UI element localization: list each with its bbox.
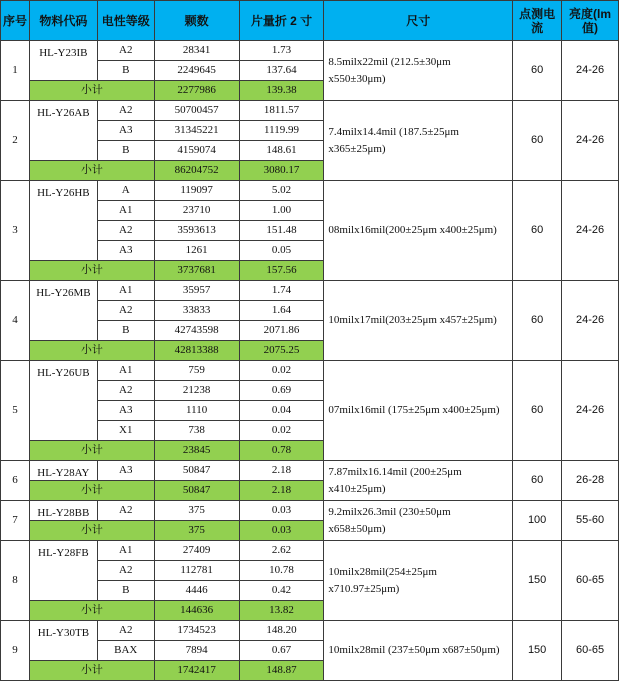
brightness-cell: 24-26 — [562, 361, 619, 461]
count-cell: 4159074 — [154, 141, 239, 161]
equiv-cell: 0.69 — [239, 381, 324, 401]
subtotal-label: 小计 — [29, 521, 154, 541]
equiv-cell: 0.67 — [239, 641, 324, 661]
brightness-cell: 26-28 — [562, 461, 619, 501]
table-row — [1, 181, 619, 201]
subtotal-equiv: 13.82 — [239, 601, 324, 621]
grade-cell: A3 — [97, 241, 154, 261]
subtotal-count: 23845 — [154, 441, 239, 461]
brightness-cell: 60-65 — [562, 621, 619, 681]
grade-cell: A3 — [97, 461, 154, 481]
subtotal-count: 2277986 — [154, 81, 239, 101]
equiv-cell: 1119.99 — [239, 121, 324, 141]
header-brightness: 亮度(lm值) — [562, 1, 619, 41]
size-cell: 10milx17mil(203±25μm x457±25μm) — [324, 281, 513, 361]
grade-cell: BAX — [97, 641, 154, 661]
equiv-cell: 0.02 — [239, 361, 324, 381]
material-code-cell: HL-Y28FB — [29, 541, 97, 601]
size-cell: 07milx16mil (175±25μm x400±25μm) — [324, 361, 513, 461]
subtotal-label: 小计 — [29, 261, 154, 281]
grade-cell: A2 — [97, 221, 154, 241]
size-cell: 7.4milx14.4mil (187.5±25μm x365±25μm) — [324, 101, 513, 181]
equiv-cell: 2.18 — [239, 461, 324, 481]
count-cell: 35957 — [154, 281, 239, 301]
equiv-cell: 0.04 — [239, 401, 324, 421]
equiv-cell: 151.48 — [239, 221, 324, 241]
current-cell: 60 — [513, 101, 562, 181]
header-current: 点测电流 — [513, 1, 562, 41]
current-cell: 60 — [513, 461, 562, 501]
count-cell: 738 — [154, 421, 239, 441]
header-row — [1, 1, 619, 41]
table-row — [1, 461, 619, 481]
seq-cell: 8 — [1, 541, 30, 621]
header-size: 尺寸 — [324, 1, 513, 41]
current-cell: 150 — [513, 541, 562, 621]
size-cell: 8.5milx22mil (212.5±30μm x550±30μm) — [324, 41, 513, 101]
count-cell: 759 — [154, 361, 239, 381]
count-cell: 7894 — [154, 641, 239, 661]
brightness-cell: 60-65 — [562, 541, 619, 621]
grade-cell: B — [97, 141, 154, 161]
grade-cell: A3 — [97, 401, 154, 421]
table-row — [1, 101, 619, 121]
count-cell: 119097 — [154, 181, 239, 201]
count-cell: 375 — [154, 501, 239, 521]
size-cell: 9.2milx26.3mil (230±50μm x658±50μm) — [324, 501, 513, 541]
count-cell: 1261 — [154, 241, 239, 261]
subtotal-count: 50847 — [154, 481, 239, 501]
material-code-cell: HL-Y26UB — [29, 361, 97, 441]
grade-cell: A1 — [97, 281, 154, 301]
grade-cell: A2 — [97, 41, 154, 61]
seq-cell: 5 — [1, 361, 30, 461]
subtotal-count: 144636 — [154, 601, 239, 621]
brightness-cell: 24-26 — [562, 41, 619, 101]
grade-cell: A2 — [97, 101, 154, 121]
grade-cell: A — [97, 181, 154, 201]
subtotal-equiv: 157.56 — [239, 261, 324, 281]
count-cell: 42743598 — [154, 321, 239, 341]
material-code-cell: HL-Y28BB — [29, 501, 97, 521]
equiv-cell: 137.64 — [239, 61, 324, 81]
subtotal-count: 1742417 — [154, 661, 239, 681]
subtotal-label: 小计 — [29, 341, 154, 361]
equiv-cell: 148.61 — [239, 141, 324, 161]
subtotal-label: 小计 — [29, 441, 154, 461]
subtotal-count: 86204752 — [154, 161, 239, 181]
brightness-cell: 24-26 — [562, 181, 619, 281]
table-row — [1, 541, 619, 561]
header-seq: 序号 — [1, 1, 30, 41]
seq-cell: 4 — [1, 281, 30, 361]
subtotal-count: 3737681 — [154, 261, 239, 281]
subtotal-equiv: 2.18 — [239, 481, 324, 501]
count-cell: 27409 — [154, 541, 239, 561]
equiv-cell: 0.02 — [239, 421, 324, 441]
equiv-cell: 0.05 — [239, 241, 324, 261]
grade-cell: A3 — [97, 121, 154, 141]
table-row — [1, 41, 619, 61]
seq-cell: 1 — [1, 41, 30, 101]
size-cell: 7.87milx16.14mil (200±25μm x410±25μm) — [324, 461, 513, 501]
count-cell: 31345221 — [154, 121, 239, 141]
subtotal-equiv: 2075.25 — [239, 341, 324, 361]
table-row — [1, 281, 619, 301]
current-cell: 100 — [513, 501, 562, 541]
subtotal-label: 小计 — [29, 81, 154, 101]
current-cell: 60 — [513, 41, 562, 101]
seq-cell: 6 — [1, 461, 30, 501]
count-cell: 50700457 — [154, 101, 239, 121]
grade-cell: X1 — [97, 421, 154, 441]
subtotal-count: 375 — [154, 521, 239, 541]
grade-cell: B — [97, 321, 154, 341]
grade-cell: A2 — [97, 301, 154, 321]
current-cell: 60 — [513, 361, 562, 461]
count-cell: 1110 — [154, 401, 239, 421]
subtotal-equiv: 0.78 — [239, 441, 324, 461]
grade-cell: A2 — [97, 501, 154, 521]
brightness-cell: 24-26 — [562, 101, 619, 181]
grade-cell: A2 — [97, 381, 154, 401]
material-code-cell: HL-Y23IB — [29, 41, 97, 81]
equiv-cell: 0.42 — [239, 581, 324, 601]
header-equiv: 片量折 2 寸 — [239, 1, 324, 41]
subtotal-label: 小计 — [29, 481, 154, 501]
equiv-cell: 2.62 — [239, 541, 324, 561]
count-cell: 4446 — [154, 581, 239, 601]
grade-cell: A1 — [97, 361, 154, 381]
table-row — [1, 361, 619, 381]
subtotal-label: 小计 — [29, 601, 154, 621]
material-code-cell: HL-Y26HB — [29, 181, 97, 261]
current-cell: 60 — [513, 181, 562, 281]
seq-cell: 2 — [1, 101, 30, 181]
subtotal-count: 42813388 — [154, 341, 239, 361]
material-code-cell: HL-Y30TB — [29, 621, 97, 661]
seq-cell: 3 — [1, 181, 30, 281]
subtotal-equiv: 0.03 — [239, 521, 324, 541]
grade-cell: A2 — [97, 621, 154, 641]
table-row — [1, 501, 619, 521]
count-cell: 2249645 — [154, 61, 239, 81]
count-cell: 28341 — [154, 41, 239, 61]
material-code-cell: HL-Y28AY — [29, 461, 97, 481]
equiv-cell: 0.03 — [239, 501, 324, 521]
brightness-cell: 55-60 — [562, 501, 619, 541]
brightness-cell: 24-26 — [562, 281, 619, 361]
subtotal-equiv: 3080.17 — [239, 161, 324, 181]
material-code-cell: HL-Y26AB — [29, 101, 97, 161]
count-cell: 23710 — [154, 201, 239, 221]
count-cell: 3593613 — [154, 221, 239, 241]
equiv-cell: 1.74 — [239, 281, 324, 301]
equiv-cell: 148.20 — [239, 621, 324, 641]
grade-cell: B — [97, 61, 154, 81]
count-cell: 1734523 — [154, 621, 239, 641]
header-grade: 电性等级 — [97, 1, 154, 41]
grade-cell: A2 — [97, 561, 154, 581]
equiv-cell: 1.64 — [239, 301, 324, 321]
grade-cell: B — [97, 581, 154, 601]
header-count: 颗数 — [154, 1, 239, 41]
count-cell: 50847 — [154, 461, 239, 481]
equiv-cell: 1811.57 — [239, 101, 324, 121]
current-cell: 60 — [513, 281, 562, 361]
subtotal-label: 小计 — [29, 161, 154, 181]
grade-cell: A1 — [97, 541, 154, 561]
subtotal-label: 小计 — [29, 661, 154, 681]
table-row — [1, 621, 619, 641]
header-code: 物料代码 — [29, 1, 97, 41]
equiv-cell: 10.78 — [239, 561, 324, 581]
equiv-cell: 5.02 — [239, 181, 324, 201]
seq-cell: 7 — [1, 501, 30, 541]
count-cell: 112781 — [154, 561, 239, 581]
equiv-cell: 1.00 — [239, 201, 324, 221]
current-cell: 150 — [513, 621, 562, 681]
size-cell: 10milx28mil(254±25μm x710.97±25μm) — [324, 541, 513, 621]
equiv-cell: 2071.86 — [239, 321, 324, 341]
count-cell: 33833 — [154, 301, 239, 321]
count-cell: 21238 — [154, 381, 239, 401]
grade-cell: A1 — [97, 201, 154, 221]
subtotal-equiv: 148.87 — [239, 661, 324, 681]
subtotal-equiv: 139.38 — [239, 81, 324, 101]
table-body — [1, 1, 619, 681]
equiv-cell: 1.73 — [239, 41, 324, 61]
material-code-cell: HL-Y26MB — [29, 281, 97, 341]
size-cell: 10milx28mil (237±50μm x687±50μm) — [324, 621, 513, 681]
seq-cell: 9 — [1, 621, 30, 681]
size-cell: 08milx16mil(200±25μm x400±25μm) — [324, 181, 513, 281]
